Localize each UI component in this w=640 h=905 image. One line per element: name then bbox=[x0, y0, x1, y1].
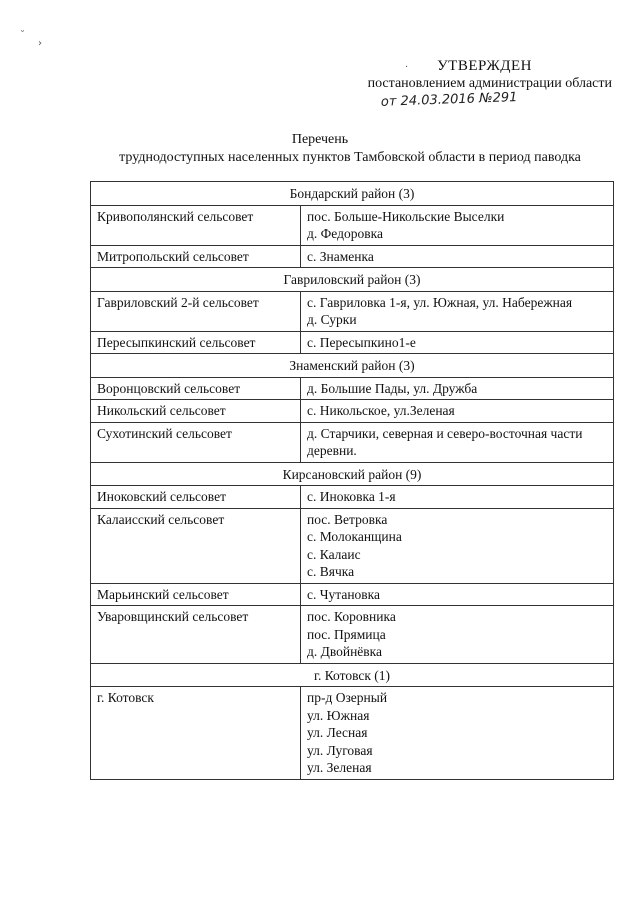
place-name: пос. Больше-Никольские Выселки bbox=[307, 208, 505, 224]
council-name: Калаисский сельсовет bbox=[91, 508, 301, 583]
region-name: г. Котовск (1) bbox=[91, 663, 614, 687]
table-row bbox=[91, 377, 614, 400]
table-row bbox=[91, 291, 614, 331]
table-row bbox=[91, 486, 614, 509]
place-name: пр-д Озерный bbox=[307, 690, 388, 705]
place-name: с. Иноковка 1-я bbox=[307, 489, 396, 504]
council-name: Воронцовский сельсовет bbox=[91, 377, 301, 400]
places-cell bbox=[301, 606, 614, 664]
place-name: с. Гавриловка 1-я, ул. Южная, ул. Набережная bbox=[307, 294, 573, 310]
places-cell bbox=[301, 400, 614, 423]
place-name: с. Никольское, ул.Зеленая bbox=[307, 403, 455, 418]
place-name: пос. Коровника bbox=[307, 609, 396, 624]
table-row bbox=[91, 583, 614, 606]
places-cell bbox=[301, 486, 614, 509]
place-name: с. Пересыпкино1-е bbox=[307, 334, 416, 350]
region-name: Знаменский район (3) bbox=[91, 354, 614, 378]
region-header-row bbox=[91, 462, 614, 486]
title-line-1: Перечень bbox=[291, 132, 349, 147]
region-name: Гавриловский район (3) bbox=[91, 268, 614, 292]
settlements-table bbox=[90, 181, 614, 780]
places-cell bbox=[301, 583, 614, 606]
table-row bbox=[91, 331, 614, 354]
place-name: пос. Прямица bbox=[307, 626, 386, 642]
place-name: ул. Луговая bbox=[307, 742, 373, 758]
council-name: Митропольский сельсовет bbox=[91, 245, 301, 268]
places-cell bbox=[301, 687, 614, 780]
places-cell bbox=[301, 245, 614, 268]
table-row bbox=[91, 606, 614, 664]
council-name: Никольский сельсовет bbox=[91, 400, 301, 423]
scan-mark: ˘ bbox=[20, 30, 25, 41]
place-name: с. Знаменка bbox=[307, 248, 374, 264]
approval-stamp bbox=[367, 58, 612, 110]
place-name: пос. Ветровка bbox=[307, 511, 388, 527]
places-cell bbox=[301, 508, 614, 583]
places-cell bbox=[301, 291, 614, 331]
region-header-row bbox=[91, 663, 614, 687]
region-header-row bbox=[91, 268, 614, 292]
council-name: Кривополянский сельсовет bbox=[91, 205, 301, 245]
approval-signature: от 24.03.2016 №291 bbox=[380, 90, 518, 110]
place-name: с. Калаис bbox=[307, 546, 361, 562]
places-cell bbox=[301, 377, 614, 400]
place-name: д. Федоровка bbox=[307, 226, 383, 241]
place-name: д. Двойнёвка bbox=[307, 644, 383, 659]
region-name: Кирсановский район (9) bbox=[91, 462, 614, 486]
place-name: с. Чутановка bbox=[307, 586, 381, 602]
table-row bbox=[91, 400, 614, 423]
region-header-row bbox=[91, 182, 614, 206]
council-name: Пересыпкинский сельсовет bbox=[91, 331, 301, 354]
council-name: Марьинский сельсовет bbox=[91, 583, 301, 606]
approved-by: постановлением администрации области bbox=[367, 76, 612, 91]
scan-mark: › bbox=[38, 38, 42, 49]
place-name: с. Молоканщина bbox=[307, 529, 402, 544]
place-name: д. Большие Пады, ул. Дружба bbox=[307, 380, 478, 396]
region-header-row bbox=[91, 354, 614, 378]
places-cell bbox=[301, 331, 614, 354]
title-line-2: труднодоступных населенных пунктов Тамбовской области в период паводка bbox=[119, 150, 581, 165]
place-name: д. Сурки bbox=[307, 312, 357, 327]
approved-heading: УТВЕРЖДЕН bbox=[437, 58, 532, 74]
place-name: ул. Зеленая bbox=[307, 760, 372, 775]
table-row bbox=[91, 508, 614, 583]
scan-mark: · bbox=[405, 62, 409, 73]
place-name: д. Старчики, северная и северо-восточная части деревни. bbox=[307, 425, 583, 458]
region-name: Бондарский район (3) bbox=[91, 182, 614, 206]
council-name: Иноковский сельсовет bbox=[91, 486, 301, 509]
council-name: Уваровщинский сельсовет bbox=[91, 606, 301, 664]
council-name: Сухотинский сельсовет bbox=[91, 422, 301, 462]
table-row bbox=[91, 205, 614, 245]
table-row bbox=[91, 687, 614, 780]
council-name: г. Котовск bbox=[91, 687, 301, 780]
place-name: ул. Лесная bbox=[307, 725, 368, 740]
places-cell bbox=[301, 422, 614, 462]
table-row bbox=[91, 245, 614, 268]
places-cell bbox=[301, 205, 614, 245]
document-title bbox=[0, 131, 640, 167]
place-name: ул. Южная bbox=[307, 707, 370, 723]
council-name: Гавриловский 2-й сельсовет bbox=[91, 291, 301, 331]
table-row bbox=[91, 422, 614, 462]
place-name: с. Вячка bbox=[307, 564, 355, 579]
